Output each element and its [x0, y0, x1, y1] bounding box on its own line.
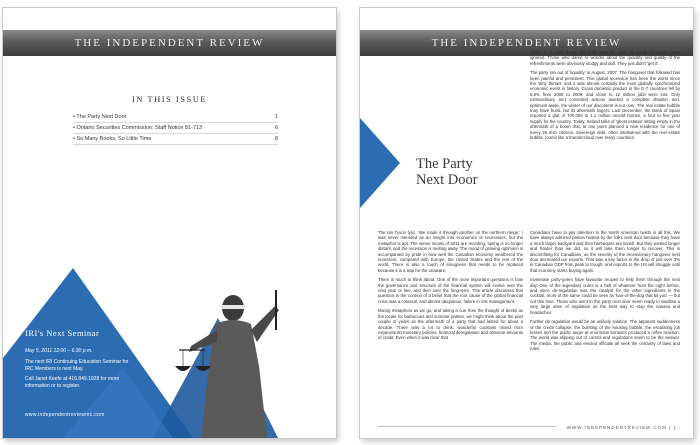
masthead-left: THE INDEPENDENT REVIEW [3, 30, 336, 56]
toc-item[interactable] [73, 112, 278, 123]
toc-item-page: 6 [274, 124, 278, 131]
page-footer: WWW.INDEPENDENTREVIEW.COM | 1 [566, 425, 677, 430]
paragraph: The Ian Tyson lyric, 'We made it through another on the northern range,' I was never intended as an insight into economics or recessions, but the metaphor is apt. The winter snows of 2011 are receding, spring is no longer distant, and the recession is melting away. The mood of growing optimism is accompanied by pride in how well the Canadian economy weathered the recession, compared with Europe, the United States and the rest of the world. There is also a touch of smugness that needs to be replaced because it is a trap for the unaware. [378, 230, 523, 273]
left-page [3, 8, 336, 438]
lady-justice-statue-image [171, 286, 291, 438]
toc-item-label: • So Many Books, So Little Time [73, 135, 152, 142]
toc-title: IN THIS ISSUE [131, 94, 208, 104]
website-link[interactable]: www.independentreviewinc.com [25, 412, 105, 418]
blue-arrow-triangle [360, 118, 400, 208]
article-column-left [378, 230, 523, 345]
toc-item-label: • Ontario Securities Commission: Staff Notice 81-713 [73, 124, 202, 131]
seminar-contact: Call Janet Keefe at 416.849.1928 for more information or to register. [25, 376, 120, 389]
masthead-right: THE INDEPENDENT REVIEW [360, 30, 693, 56]
table-of-contents [73, 112, 278, 145]
article-title: The Party Next Door [416, 156, 478, 188]
paragraph: The party ran out of 'liquidity' in August, 2007. The hangover that followed has been painful and persistent. This global recession has been the worst since the 'dirty thirties' and it was almost certainly the most globally synchronized economic event in history. Gross domestic product in the G-7 countries fell by 5.6% from 2008 to 2009, and close to 12 million jobs were lost. Only extraordinary and concerted actions averted a complete disaster and, optimism aside, the winter of our discontent is not over. The real estate bubble may have burst, but its aftermath lingers. Last December, the Bank of Spain reported a glut of 700,000 to 1.1 million unsold homes, a four to five year supply for the country. Today, Ireland talks of 'ghost estates' sitting empty in the aftermath of a boom that, at one point planned a new residence for one of every 25 Irish citizens. Sovereign debt, often intertwined with the real estate bubble, looms like a thundercloud over many countries. [530, 70, 680, 141]
toc-item-page: 1 [274, 113, 278, 120]
paragraph: some of us were drunk, the frolic went on, even as words of caution were ignored. Those who dared to wonder about the quantity and quality of the refreshments were obviously stodgy and dull. They just didn't 'get it'. [530, 50, 680, 66]
seminar-description: The next IRI Continuing Education Seminar for IRC Members is next May. [25, 359, 129, 372]
seminar-title: IRI's Next Seminar [25, 328, 100, 338]
footer-rule [378, 426, 556, 427]
toc-item-label: • The Party Next Door [73, 113, 127, 120]
toc-item[interactable] [73, 123, 278, 134]
paragraph: There is much to think about. One of the more important questions is how the governance and structure of the financial system will evolve over the next year or two, and then over the long-term. This article discusses that question in the context of a belief that the root cause of the global financial crisis was a colossal, and almost ubiquitous, failure in risk management. [378, 277, 523, 304]
seminar-date: May 5, 2011 12:00 – 6:30 p.m. [25, 348, 93, 354]
paragraph: Mixing metaphors as we go, and taking a cue from the thought of decks as the locale for barbecues and summer parties, we might think about the past couple of years as the aftermath of a party that had lasted for about a decade. There was a lot to drink, wonderful cocktails mixed from expansionist monetary policies, financial deregulation and obscene amounts of credit. Even when it was clear that [378, 308, 523, 341]
paragraph: Canadians have to pay attention to the North American twists in all this. We have always admired parties hosted by the folks next door because they have a much larger backyard and their barbeques are lavish. But they partied longer and harder than we did, so it will take them longer to recover. This is discomfiting for Canadians, as the severity of the recessionary hangover next door decimated our exports. That was a key factor in the drop of just over 3% in Canadian GDP from peak to trough, and exports to the US will struggle until that economy starts buying again. [530, 230, 680, 273]
paragraph: Inveterate party-goers have favourite recipes to help them through the next day. One of the legendary cures is a belt of whatever from the night before, and since de-regulation was the catalyst for the other ingredients in the cocktail, more of the same could be seen as 'hair-of-the-dog that bit you' — but not this time. Those who went to the party next door seem ready to swallow a very large dose of regulation as the best way to stop the nausea and headaches. [530, 277, 680, 315]
article-column-right [530, 230, 680, 356]
toc-item[interactable] [73, 134, 278, 145]
right-page [360, 8, 693, 438]
paragraph: Further de-regulation would be an unlikely solution. The apparent suddenness of the credit collapse, the bursting of the housing bubble, the escalating job losses and the public anger at enormous bonuses produced a reflex reaction. The world was slipping out of control and regulations seem to be the answer. The media, the public and elected officials all seek the certainty of laws and rules. [530, 319, 680, 352]
article-column-top-right [530, 50, 680, 145]
toc-item-page: 8 [274, 135, 278, 142]
